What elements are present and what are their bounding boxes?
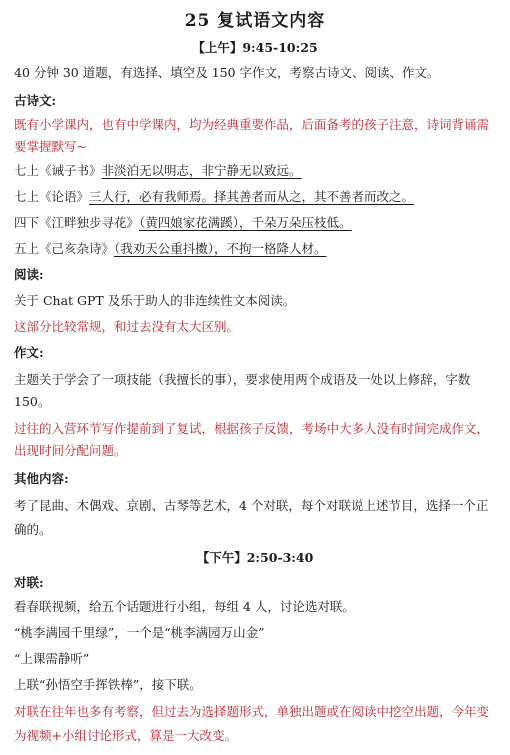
poem-quote: （我劝天公重抖擞），不拘一格降人材。 bbox=[114, 241, 327, 256]
couplet-example: “桃李满园千里绿”，一个是“桃李满园万山金” bbox=[14, 625, 265, 640]
poem-work: 《诫子书》 bbox=[39, 163, 102, 178]
couplet-text: 看春联视频，给五个话题进行小组，每组 4 人，讨论选对联。 bbox=[14, 599, 355, 614]
afternoon-header: 【下午】2:50-3:40 bbox=[196, 550, 314, 565]
poem-work: 《江畔独步寻花》 bbox=[39, 215, 140, 230]
poem-item bbox=[14, 240, 498, 258]
writing-heading: 作文: bbox=[14, 345, 44, 360]
poem-item bbox=[14, 188, 498, 206]
poem-item bbox=[14, 214, 498, 232]
poem-quote: 三人行，必有我师焉。择其善者而从之，其不善者而改之。 bbox=[89, 189, 415, 204]
morning-intro: 40 分钟 30 道题，有选择、填空及 150 字作文，考察古诗文、阅读、作文。 bbox=[14, 65, 440, 80]
reading-note: 这部分比较常规，和过去没有太大区别。 bbox=[14, 319, 240, 334]
reading-heading: 阅读: bbox=[14, 267, 44, 282]
other-text: 考了昆曲、木偶戏、京剧、古琴等艺术，4 个对联，每个对联说上述节目，选择一个正确的。 bbox=[14, 498, 489, 537]
poem-work: 《论语》 bbox=[39, 189, 90, 204]
morning-header: 【上午】9:45-10:25 bbox=[192, 40, 318, 55]
poem-quote: 非淡泊无以明志，非宁静无以致远。 bbox=[101, 163, 302, 178]
poem-grade: 七上 bbox=[14, 189, 40, 204]
poetry-note: 既有小学课内，也有中学课内，均为经典重要作品，后面备考的孩子注意，诗词背诵需要掌握默写~ bbox=[14, 117, 490, 154]
other-heading: 其他内容: bbox=[14, 471, 69, 486]
poem-grade: 七上 bbox=[14, 163, 40, 178]
poem-grade: 五上 bbox=[14, 241, 40, 256]
poem-grade: 四下 bbox=[14, 215, 40, 230]
couplet-note: 对联在往年也多有考察，但过去为选择题形式，单独出题或在阅读中挖空出题，今年变为视频+小组讨论形式，算是一大改变。 bbox=[14, 704, 490, 743]
couplet-example: “上课需静听” bbox=[14, 651, 90, 666]
poetry-heading: 古诗文: bbox=[14, 93, 57, 108]
poem-item bbox=[14, 162, 498, 180]
couplet-example: 上联“孙悟空手挥铁棒”，接下联。 bbox=[14, 677, 202, 692]
writing-text: 主题关于学会了一项技能（我擅长的事），要求使用两个成语及一处以上修辞，字数 150。 bbox=[14, 372, 471, 409]
writing-note: 过往的入营环节写作提前到了复试，根据孩子反馈，考场中大多人没有时间完成作文，出现时间分配问题。 bbox=[14, 421, 490, 458]
poem-work: 《己亥杂诗》 bbox=[39, 241, 115, 256]
reading-text: 关于 Chat GPT 及乐于助人的非连续性文本阅读。 bbox=[14, 293, 296, 308]
couplet-heading: 对联: bbox=[14, 575, 44, 590]
poem-quote: （黄四娘家花满蹊），千朵万朵压枝低。 bbox=[139, 215, 352, 230]
page-title: 25 复试语文内容 bbox=[184, 11, 326, 31]
